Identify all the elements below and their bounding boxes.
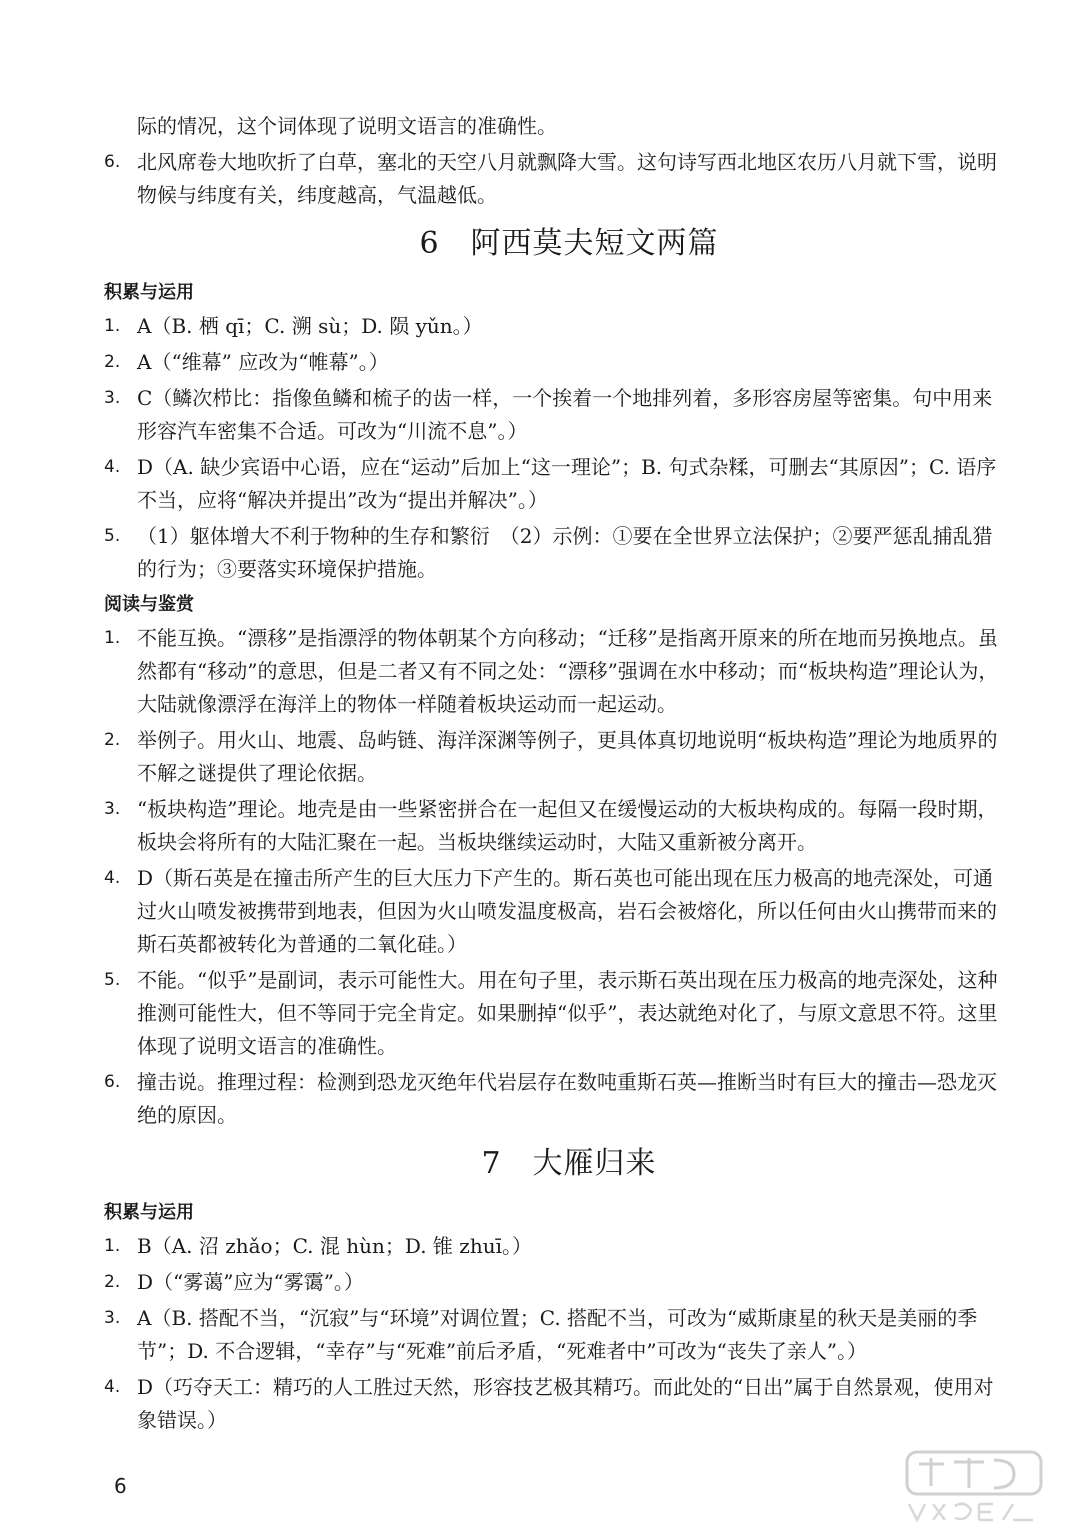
item-text: 不能。“似乎”是副词，表示可能性大。用在句子里，表示斯石英出现在压力极高的地壳深处，这种推测可能性大，但不等同于完全肯定。如果删掉“似乎”，表达就绝对化了，与原文意思不符。这里体现了说明文语言的准确性。 xyxy=(137,968,998,1058)
item-text: C（鳞次栉比：指像鱼鳞和梳子的齿一样，一个挨着一个地排列着，多形容房屋等密集。句中用来形容汽车密集不合适。可改为“川流不息”。） xyxy=(137,386,993,443)
item-number: 2. xyxy=(104,730,121,750)
list-item xyxy=(104,1302,1004,1368)
item-number: 5. xyxy=(104,970,121,990)
item-number: 4. xyxy=(104,868,121,888)
list-item xyxy=(104,310,1004,343)
item-number: 6. xyxy=(104,1072,121,1092)
item-number: 4. xyxy=(104,457,121,477)
watermark-logo-icon xyxy=(899,1446,1049,1526)
item-text: A（“维幕” 应改为“帷幕”。） xyxy=(137,350,389,374)
item-text: （1）躯体增大不利于物种的生存和繁衍 （2）示例：①要在全世界立法保护；②要严惩乱捕乱猎的行为；③要落实环境保护措施。 xyxy=(137,524,993,581)
list-item xyxy=(104,1066,1004,1132)
section-heading: 积累与运用 xyxy=(104,282,194,303)
list-item xyxy=(104,1230,1004,1263)
item-text: D（A. 缺少宾语中心语，应在“运动”后加上“这一理论”；B. 句式杂糅，可删去“其原因”；C. 语序不当，应将“解决并提出”改为“提出并解决”。） xyxy=(137,455,997,512)
item-number: 6. xyxy=(104,152,121,172)
item-number: 3. xyxy=(104,799,121,819)
item-number: 1. xyxy=(104,628,121,648)
item-number: 2. xyxy=(104,352,121,372)
list-item xyxy=(104,793,1004,859)
item-number: 3. xyxy=(104,1308,121,1328)
item-text: “板块构造”理论。地壳是由一些紧密拼合在一起但又在缓慢运动的大板块构成的。每隔一段时期，板块会将所有的大陆汇聚在一起。当板块继续运动时，大陆又重新被分离开。 xyxy=(137,797,998,854)
list-item xyxy=(104,382,1004,448)
item-text: A（B. 栖 qī；C. 溯 sù；D. 陨 yǔn。） xyxy=(137,314,483,338)
item-text: 举例子。用火山、地震、岛屿链、海洋深渊等例子，更具体真切地说明“板块构造”理论为地质界的不解之谜提供了理论依据。 xyxy=(137,728,998,785)
section-heading: 积累与运用 xyxy=(104,1202,194,1223)
list-item xyxy=(104,1371,1004,1437)
item-text: 不能互换。“漂移”是指漂浮的物体朝某个方向移动；“迁移”是指离开原来的所在地而另换地点。虽然都有“移动”的意思，但是二者又有不同之处：“漂移”强调在水中移动；而“板块构造”理论认为，大陆就像漂浮在海洋上的物体一样随着板块运动而一起运动。 xyxy=(137,626,999,716)
item-number: 4. xyxy=(104,1377,121,1397)
chapter-title: 7 大雁归来 xyxy=(481,1146,657,1181)
item-number: 2. xyxy=(104,1272,121,1292)
item-number: 1. xyxy=(104,1236,121,1256)
chapter-title: 6 阿西莫夫短文两篇 xyxy=(419,226,719,261)
item-text: 北风席卷大地吹折了白草，塞北的天空八月就飘降大雪。这句诗写西北地区农历八月就下雪，说明物候与纬度有关，纬度越高，气温越低。 xyxy=(137,150,997,207)
item-number: 3. xyxy=(104,388,121,408)
list-item xyxy=(104,520,1004,586)
item-number: 5. xyxy=(104,526,121,546)
list-item xyxy=(104,724,1004,790)
item-text: D（巧夺天工：精巧的人工胜过天然，形容技艺极其精巧。而此处的“日出”属于自然景观，使用对象错误。） xyxy=(137,1375,994,1432)
list-item xyxy=(104,346,1004,379)
list-item xyxy=(104,622,1004,721)
list-item xyxy=(104,1266,1004,1299)
item-text: D（“雾蔼”应为“雾霭”。） xyxy=(137,1270,364,1294)
list-item xyxy=(104,451,1004,517)
item-text: B（A. 沼 zhǎo；C. 混 hùn；D. 锥 zhuī。） xyxy=(137,1234,532,1258)
list-item xyxy=(104,964,1004,1063)
continuation-text: 际的情况，这个词体现了说明文语言的准确性。 xyxy=(137,114,557,138)
item-text: 撞击说。推理过程：检测到恐龙灭绝年代岩层存在数吨重斯石英—推断当时有巨大的撞击—恐龙灭绝的原因。 xyxy=(137,1070,997,1127)
page-content xyxy=(104,110,1004,1437)
item-text: A（B. 搭配不当，“沉寂”与“环境”对调位置；C. 搭配不当，可改为“威斯康星的秋天是美丽的季节”；D. 不合逻辑，“幸存”与“死难”前后矛盾，“死难者中”可改为“丧失了亲人”。） xyxy=(137,1306,978,1363)
list-item xyxy=(104,862,1004,961)
section-heading: 阅读与鉴赏 xyxy=(104,594,194,615)
item-text: D（斯石英是在撞击所产生的巨大压力下产生的。斯石英也可能出现在压力极高的地壳深处，可通过火山喷发被携带到地表，但因为火山喷发温度极高，岩石会被熔化，所以任何由火山携带而来的斯石英都被转化为普通的二氧化硅。） xyxy=(137,866,997,956)
item-number: 1. xyxy=(104,316,121,336)
list-item xyxy=(104,146,1004,212)
page-number: 6 xyxy=(114,1474,127,1498)
